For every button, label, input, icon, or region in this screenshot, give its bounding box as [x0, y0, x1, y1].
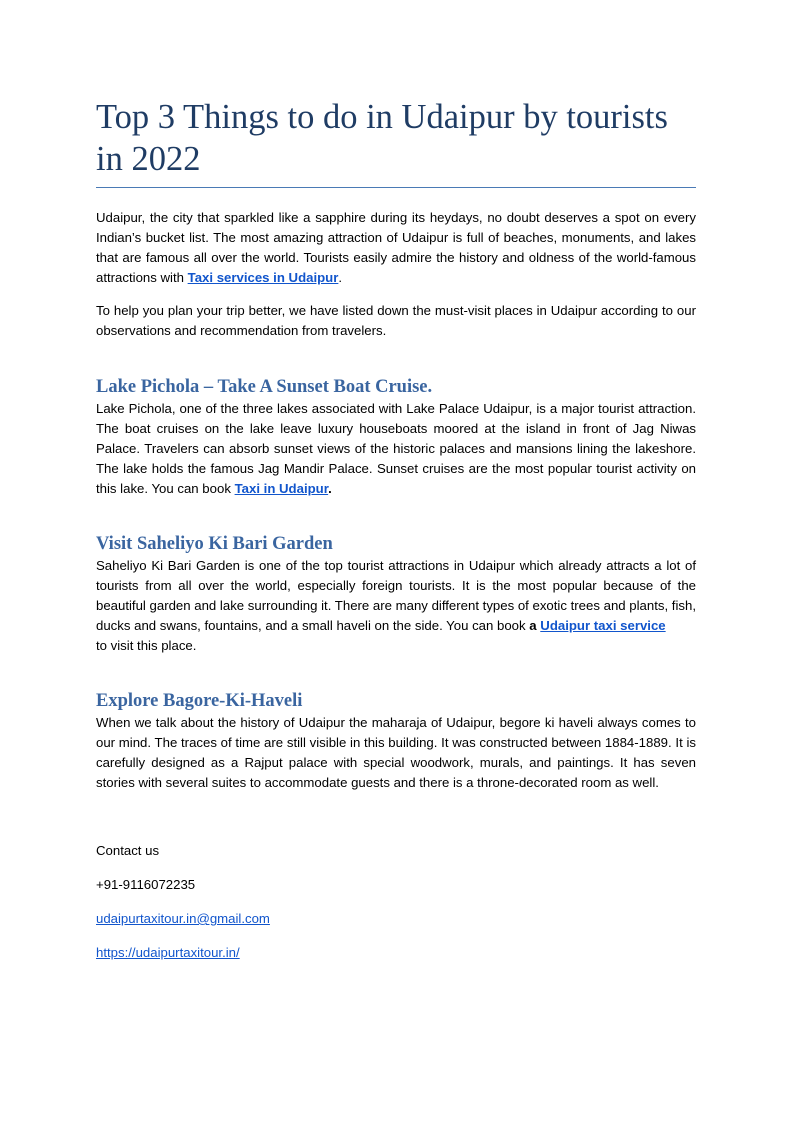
taxi-in-udaipur-link[interactable]: Taxi in Udaipur — [234, 481, 329, 496]
lake-pichola-end: . — [328, 481, 332, 496]
lake-pichola-text: Lake Pichola, one of the three lakes associated with Lake Palace Udaipur, is a major tourist attraction. The boat cruises on the lake leave luxury houseboats moored at the island in front of Jag Niwas Palace. Travelers can absorb sunset views of the historic palaces and mansions lining the lakeshore. The lake holds the famous Jag Mandir Palace. Sunset cruises are the most popular tourist activity on this lake. You can book — [96, 401, 696, 496]
section-heading-lake-pichola: Lake Pichola – Take A Sunset Boat Cruise. — [96, 377, 433, 397]
page-title: Top 3 Things to do in Udaipur by tourists in 2022 — [96, 96, 696, 188]
saheliyo-end: to visit this place. — [96, 638, 197, 653]
intro-paragraph-1 — [96, 208, 696, 288]
section-heading-bagore-ki-haveli: Explore Bagore-Ki-Haveli — [96, 691, 303, 711]
section-text-lake-pichola — [96, 399, 696, 499]
contact-website-link[interactable]: https://udaipurtaxitour.in/ — [96, 945, 240, 960]
document-content — [96, 96, 696, 977]
section-heading-saheliyo-ki-bari: Visit Saheliyo Ki Bari Garden — [96, 534, 333, 554]
intro-text: Udaipur, the city that sparkled like a sapphire during its heydays, no doubt deserves a spot on every Indian’s bucket list. The most amazing attraction of Udaipur is full of beaches, monuments, and lakes that are famous all over the world. Tourists easily admire the history and oldness of the world-famous attractions with — [96, 210, 696, 285]
section-text-saheliyo-ki-bari — [96, 556, 696, 656]
udaipur-taxi-service-link[interactable]: Udaipur taxi service — [540, 618, 666, 633]
contact-email-link[interactable]: udaipurtaxitour.in@gmail.com — [96, 911, 270, 926]
saheliyo-text: Saheliyo Ki Bari Garden is one of the top tourist attractions in Udaipur which already attracts a lot of tourists from all over the world, especially foreign tourists. It is the most popular because of the beautiful garden and lake surrounding it. There are many different types of exotic trees and plants, fish, ducks and swans, fountains, and a small haveli on the side. You can book — [96, 558, 696, 633]
contact-block — [96, 841, 696, 963]
contact-phone: +91-9116072235 — [96, 877, 196, 892]
saheliyo-bold-a: a — [529, 618, 537, 633]
intro-end: . — [338, 270, 343, 285]
intro-paragraph-2: To help you plan your trip better, we have listed down the must-visit places in Udaipur according to our observations and recommendation from travelers. — [96, 303, 696, 338]
section-text-bagore-ki-haveli: When we talk about the history of Udaipur the maharaja of Udaipur, begore ki haveli always comes to our mind. The traces of time are still visible in this building. It was constructed between 1884-1889. It is carefully designed as a Rajput palace with special woodwork, murals, and paintings. It has seven stories with several suites to accommodate guests and there is a throne-decorated room as well. — [96, 715, 696, 790]
contact-label: Contact us — [96, 843, 160, 858]
taxi-services-link[interactable]: Taxi services in Udaipur — [187, 270, 339, 285]
